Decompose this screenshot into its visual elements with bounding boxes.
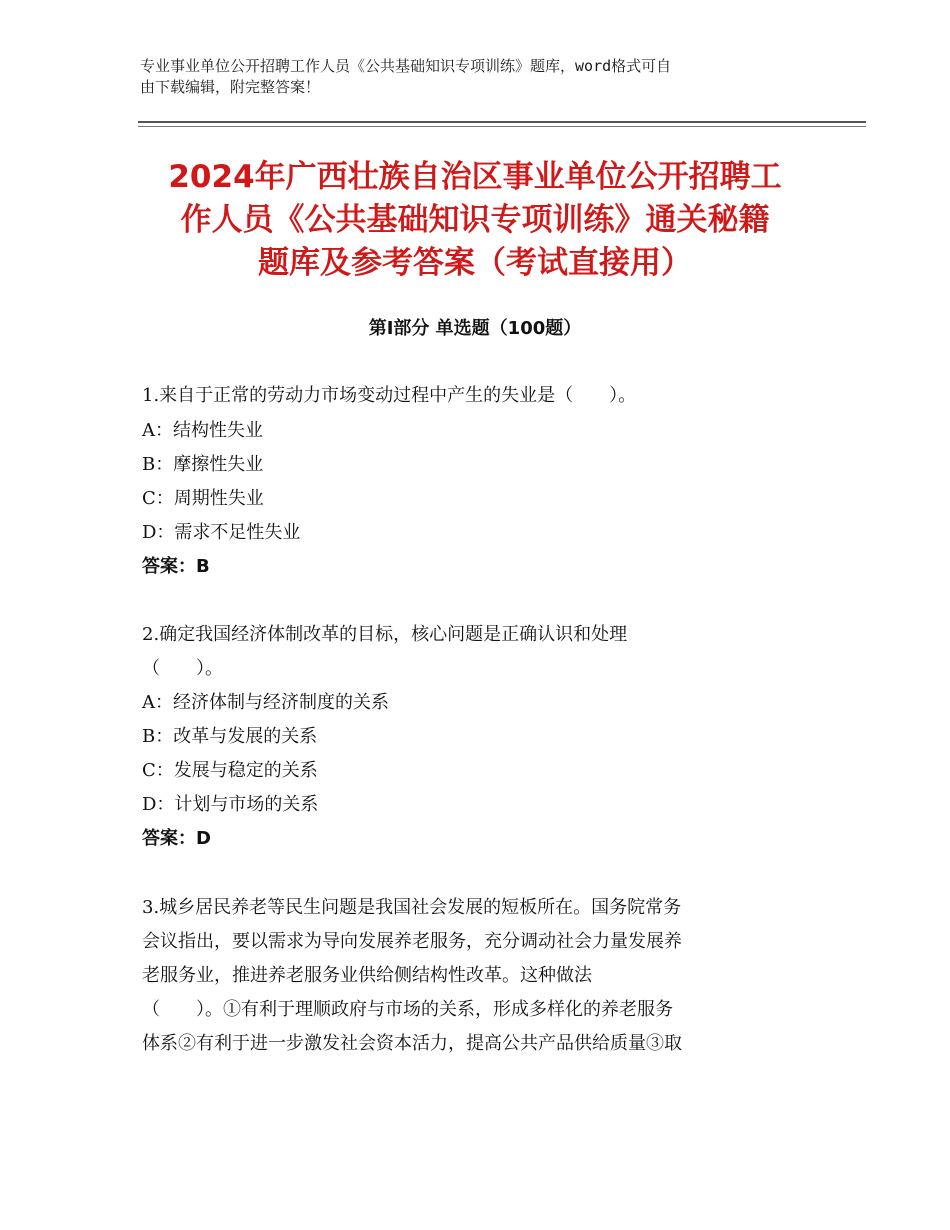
header-rule-thin	[138, 126, 866, 127]
title-line: 2024年广西壮族自治区事业单位公开招聘工	[168, 159, 782, 195]
header-note-line: 专业事业单位公开招聘工作人员《公共基础知识专项训练》题库，word格式可自	[140, 57, 672, 75]
question-stem: 会议指出，要以需求为导向发展养老服务，充分调动社会力量发展养	[142, 931, 682, 952]
document-title	[140, 156, 810, 285]
question-stem: （ ）。	[142, 658, 223, 679]
question-option: A：经济体制与经济制度的关系	[142, 692, 389, 713]
question-stem: 体系②有利于进一步激发社会资本活力，提高公共产品供给质量③取	[142, 1033, 682, 1054]
answer-label: 答案：D	[142, 828, 211, 849]
question-stem: 老服务业，推进养老服务业供给侧结构性改革。这种做法	[142, 965, 592, 986]
question-option: A：结构性失业	[142, 420, 263, 441]
header-note-line: 由下载编辑，附完整答案！	[140, 78, 321, 96]
question-stem: （ ）。①有利于理顺政府与市场的关系，形成多样化的养老服务	[142, 999, 673, 1020]
header-rule-thick	[138, 121, 866, 123]
question-option: C：发展与稳定的关系	[142, 760, 318, 781]
question-option: D：需求不足性失业	[142, 522, 301, 543]
question-option: C：周期性失业	[142, 488, 264, 509]
answer-label: 答案：B	[142, 556, 210, 577]
title-line: 题库及参考答案（考试直接用）	[258, 245, 692, 281]
question-stem: 1.来自于正常的劳动力市场变动过程中产生的失业是（ ）。	[142, 385, 637, 406]
header-note	[140, 56, 810, 98]
question-stem: 2.确定我国经济体制改革的目标，核心问题是正确认识和处理	[142, 624, 628, 645]
question-option: B：改革与发展的关系	[142, 726, 318, 747]
question-option: D：计划与市场的关系	[142, 794, 319, 815]
title-line: 作人员《公共基础知识专项训练》通关秘籍	[180, 202, 770, 238]
section-heading: 第Ⅰ部分 单选题（100题）	[368, 318, 582, 339]
question-option: B：摩擦性失业	[142, 454, 264, 475]
question-stem: 3.城乡居民养老等民生问题是我国社会发展的短板所在。国务院常务	[142, 897, 682, 918]
